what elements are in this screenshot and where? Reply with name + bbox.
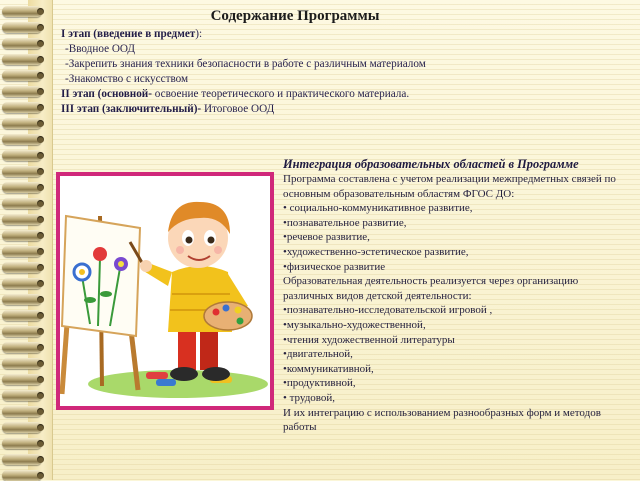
binding-ring xyxy=(2,246,42,257)
stage-2 xyxy=(61,87,621,102)
binding-ring xyxy=(2,294,42,305)
list-item: • социально-коммуникативное развитие, xyxy=(283,202,473,215)
stage-1-tail: ): xyxy=(195,28,203,40)
binding-ring xyxy=(2,438,42,449)
list-item: •физическое развитие xyxy=(283,260,386,273)
binding-ring xyxy=(2,182,42,193)
stage-3 xyxy=(61,102,621,117)
list-item: •познавательное развитие, xyxy=(283,216,407,229)
program-stages xyxy=(61,27,621,117)
binding-ring xyxy=(2,342,42,353)
binding-ring xyxy=(2,326,42,337)
stage-2-text: освоение теоретического и практического материала. xyxy=(151,88,410,100)
binding-ring xyxy=(2,102,42,113)
spiral-binding xyxy=(0,0,52,480)
binding-ring xyxy=(2,422,42,433)
binding-ring xyxy=(2,406,42,417)
stage-3-label: III этап (заключительный)- xyxy=(61,103,202,115)
stage-1-item: -Знакомство с искусством xyxy=(65,73,189,85)
binding-ring xyxy=(2,150,42,161)
stage-1-label: I этап (введение в предмет xyxy=(61,28,196,40)
binding-ring xyxy=(2,118,42,129)
stage-3-text: Итоговое ООД xyxy=(201,103,275,115)
painting-boy-image xyxy=(60,176,270,406)
binding-ring xyxy=(2,214,42,225)
binding-ring xyxy=(2,54,42,65)
list-item: •двигательной, xyxy=(283,348,353,361)
binding-ring xyxy=(2,70,42,81)
binding-ring xyxy=(2,358,42,369)
stage-1-item: -Закрепить знания техники безопасности в работе с различным материалом xyxy=(65,58,426,70)
binding-ring xyxy=(2,454,42,465)
list-item: •чтения художественной литературы xyxy=(283,333,455,346)
binding-ring xyxy=(2,310,42,321)
binding-ring xyxy=(2,374,42,385)
integration-heading: Интеграция образовательных областей в Программе xyxy=(283,157,579,171)
list-item: •познавательно-исследовательской игровой , xyxy=(283,304,493,317)
closing-text: И их интеграцию с использованием разнообразных форм и методов работы xyxy=(283,406,601,434)
binding-ring xyxy=(2,470,42,481)
binding-ring xyxy=(2,278,42,289)
binding-ring xyxy=(2,134,42,145)
child-painting-illustration xyxy=(56,172,274,410)
binding-ring xyxy=(2,38,42,49)
binding-ring xyxy=(2,22,42,33)
stage-1-item: -Вводное ООД xyxy=(65,43,136,55)
binding-ring xyxy=(2,198,42,209)
list-item: •музыкально-художественной, xyxy=(283,318,426,331)
integration-intro: Программа составлена с учетом реализации межпредметных связей по основным образовательным областям ФГОС ДО: xyxy=(283,173,616,200)
binding-ring xyxy=(2,390,42,401)
list-item: •речевое развитие, xyxy=(283,231,370,244)
list-item: • трудовой, xyxy=(283,391,336,404)
list-item: •художественно-эстетическое развитие, xyxy=(283,245,469,258)
page-title: Содержание Программы xyxy=(210,8,380,24)
binding-ring xyxy=(2,230,42,241)
binding-ring xyxy=(2,166,42,177)
binding-ring xyxy=(2,262,42,273)
stage-1 xyxy=(61,27,621,42)
list-item: •коммуникативной, xyxy=(283,362,374,375)
binding-ring xyxy=(2,86,42,97)
activity-intro: Образовательная деятельность реализуется через организацию различных видов детской деятельности: xyxy=(283,275,579,302)
integration-section xyxy=(283,157,631,435)
list-item: •продуктивной, xyxy=(283,377,356,390)
stage-2-label: II этап (основной- xyxy=(61,88,152,100)
binding-ring xyxy=(2,6,42,17)
